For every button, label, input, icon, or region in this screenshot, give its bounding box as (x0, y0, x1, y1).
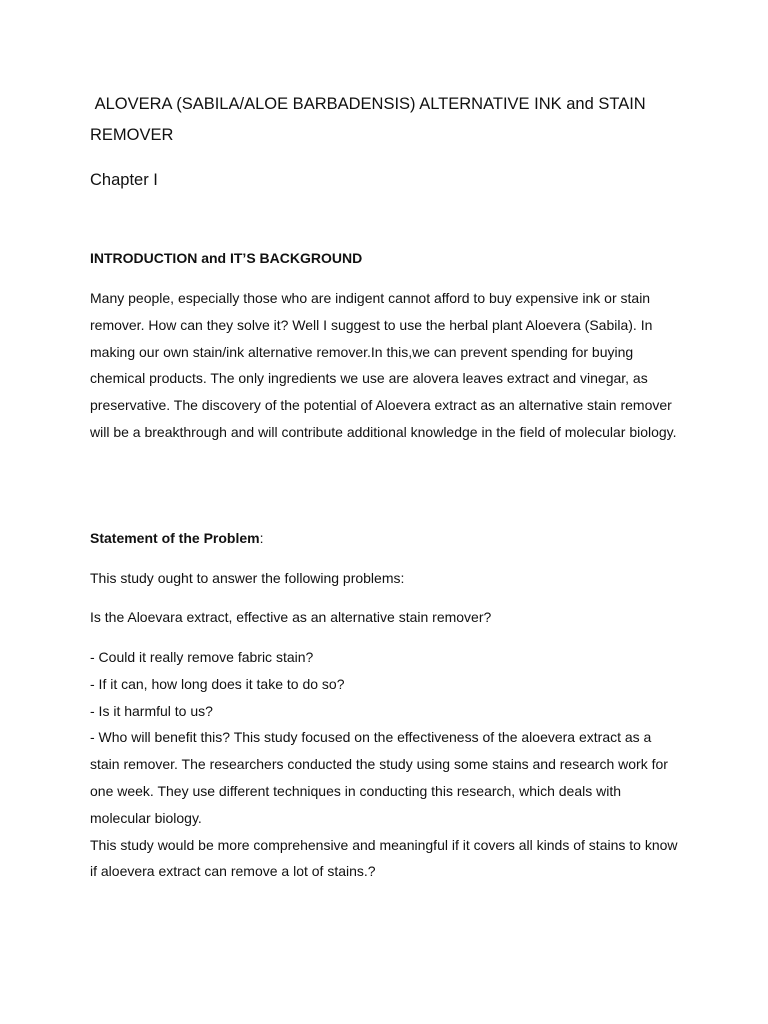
main-question: Is the Aloevara extract, effective as an alternative stain remover? (90, 609, 492, 625)
introduction-heading: INTRODUCTION and IT’S BACKGROUND (90, 250, 363, 266)
introduction-paragraph: Many people, especially those who are indigent cannot afford to buy expensive ink or stain remover. How can they solve it? Well I suggest to use the herbal plant Aloevera (Sabila). In making our own stain/ink alternative remover.In this,we can prevent spending for buying chemical products. The only ingredients we use are alovera leaves extract and vinegar, as preservative. The discovery of the potential of Aloevera extract as an alternative stain remover will be a breakthrough and will contribute additional knowledge in the field of molecular biology. (90, 290, 677, 440)
problem-list (90, 644, 680, 885)
problem-statement-heading-text: Statement of the Problem (90, 530, 260, 546)
chapter-heading: Chapter I (90, 171, 158, 189)
problem-item-beneficiaries: - Who will benefit this? This study focused on the effectiveness of the aloevera extract as a stain remover. The researchers conducted the study using some stains and research work for one week. They use different techniques in conducting this research, which deals with molecular biology. (90, 729, 668, 826)
problem-item-fabric-stain: - Could it really remove fabric stain? (90, 649, 314, 665)
problem-statement-heading-colon: : (259, 530, 264, 546)
problem-item-duration: - If it can, how long does it take to do so? (90, 675, 345, 692)
document-title (90, 89, 710, 151)
document-title-text: ALOVERA (SABILA/ALOE BARBADENSIS) ALTERNATIVE INK and STAIN REMOVER (90, 95, 646, 144)
problem-item-comprehensive: This study would be more comprehensive and meaningful if it covers all kinds of stains to know if aloevera extract can remove a lot of stains.? (90, 836, 678, 880)
problem-intro-line: This study ought to answer the following problems: (90, 570, 405, 586)
problem-statement-heading (90, 528, 263, 548)
problem-item-harmful: - Is it harmful to us? (90, 702, 213, 719)
